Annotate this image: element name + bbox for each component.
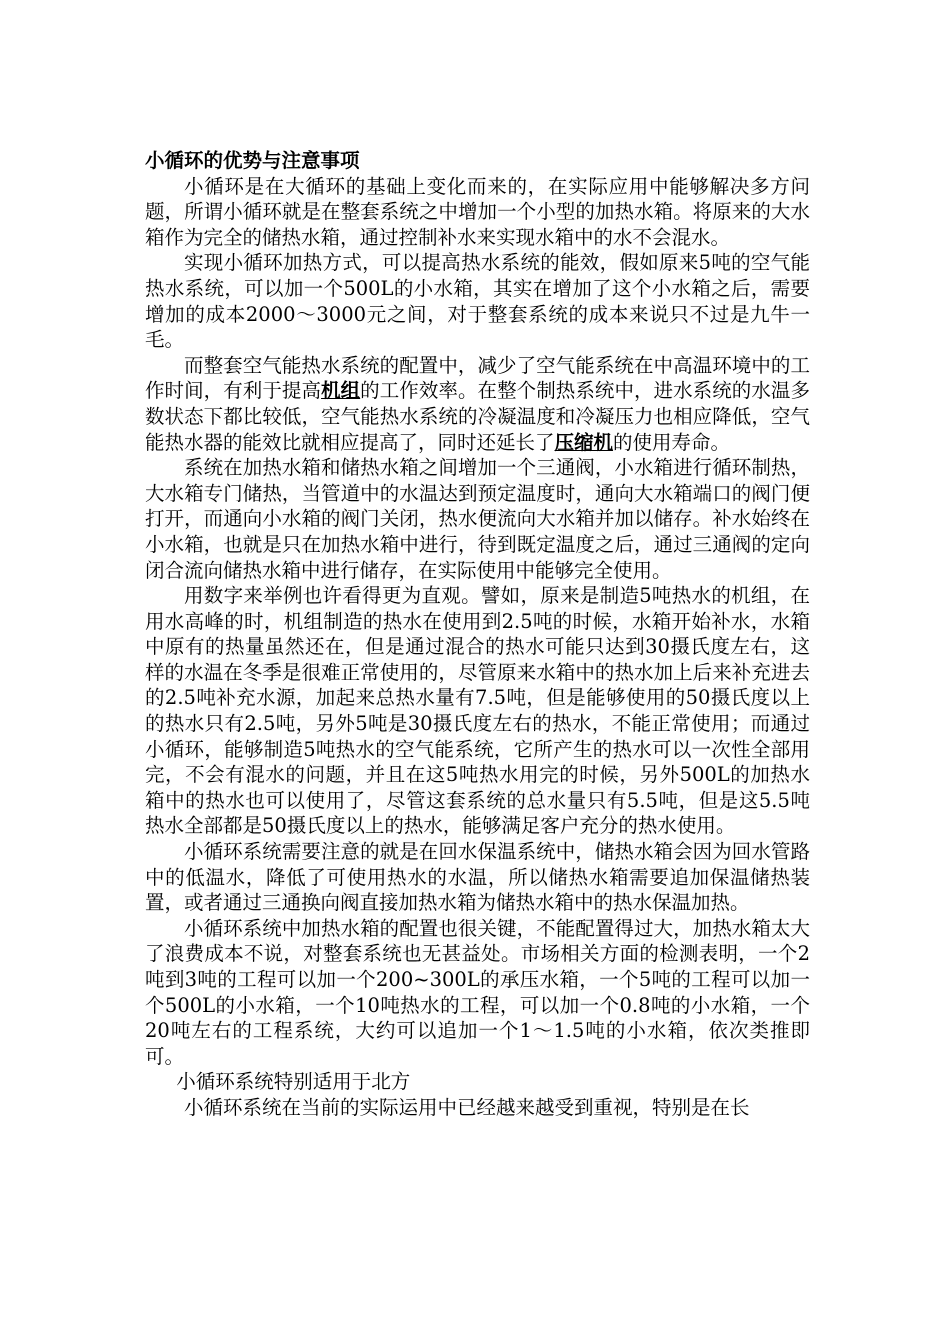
- link-jizu[interactable]: 机组: [321, 379, 361, 403]
- subheading: 小循环系统特别适用于北方: [176, 1070, 411, 1094]
- paragraph-8: 小循环系统在当前的实际运用中已经越来越受到重视，特别是在长: [184, 1095, 750, 1119]
- document-title: 小循环的优势与注意事项: [145, 149, 360, 172]
- document-body: [145, 148, 810, 1121]
- link-yasuoji[interactable]: 压缩机: [554, 430, 614, 454]
- paragraph-3-text-2: 的工作效率。在整个制热系统中，进水系统的水温多数状态下都比较低，空气能热水系统的冷凝温度和冷凝压力也相应降低，空气能热水器的能效比就相应提高了，同时还延长了: [145, 379, 810, 454]
- paragraph-1: 小循环是在大循环的基础上变化而来的，在实际应用中能够解决多方问题，所谓小循环就是在整套系统之中增加一个小型的加热水箱。将原来的大水箱作为完全的储热水箱，通过控制补水来实现水箱中的水不会混水。: [145, 174, 810, 249]
- paragraph-2: 实现小循环加热方式，可以提高热水系统的能效，假如原来5吨的空气能热水系统，可以加一个500L的小水箱，其实在增加了这个小水箱之后，需要增加的成本2000～3000元之间，对于整套系统的成本来说只不过是九牛一毛。: [145, 251, 810, 352]
- paragraph-3: [145, 353, 810, 455]
- paragraph-5: 用数字来举例也许看得更为直观。譬如，原来是制造5吨热水的机组，在用水高峰的时，机组制造的热水在使用到2.5吨的时候，水箱开始补水，水箱中原有的热量虽然还在，但是通过混合的热水可能只达到30摄氏度左右，这样的水温在冬季是很难正常使用的，尽管原来水箱中的热水加上后来补充进去的2.5吨补充水源，加起来总热水量有7.5吨，但是能够使用的50摄氏度以上的热水只有2.5吨，另外5吨是30摄氏度左右的热水，不能正常使用；而通过小循环，能够制造5吨热水的空气能系统，它所产生的热水可以一次性全部用完，不会有混水的问题，并且在这5吨热水用完的时候，另外500L的加热水箱中的热水也可以使用了，尽管这套系统的总水量只有5.5吨，但是这5.5吨热水全部都是50摄氏度以上的热水，能够满足客户充分的热水使用。: [145, 584, 810, 838]
- paragraph-3-text-3: 的使用寿命。: [613, 430, 731, 454]
- paragraph-6: 小循环系统需要注意的就是在回水保温系统中，储热水箱会因为回水管路中的低温水，降低了可使用热水的水温，所以储热水箱需要追加保温储热装置，或者通过三通换向阀直接加热水箱为储热水箱中的热水保温加热。: [145, 840, 810, 915]
- paragraph-3-text-1: 而整套空气能热水系统的配置中，减少了空气能系统在中高温环境中的工作时间，有利于提高: [145, 353, 810, 403]
- paragraph-4: 系统在加热水箱和储热水箱之间增加一个三通阀，小水箱进行循环制热，大水箱专门储热，当管道中的水温达到预定温度时，通向大水箱端口的阀门便打开，而通向小水箱的阀门关闭，热水便流向大水箱并加以储存。补水始终在小水箱，也就是只在加热水箱中进行，待到既定温度之后，通过三通阀的定向闭合流向储热水箱中进行储存，在实际使用中能够完全使用。: [145, 456, 810, 582]
- paragraph-7: 小循环系统中加热水箱的配置也很关键，不能配置得过大，加热水箱太大了浪费成本不说，对整套系统也无甚益处。市场相关方面的检测表明，一个2吨到3吨的工程可以加一个200~300L的承压水箱，一个5吨的工程可以加一个500L的小水箱，一个10吨热水的工程，可以加一个0.8吨的小水箱，一个20吨左右的工程系统，大约可以追加一个1～1.5吨的小水箱，依次类推即可。: [145, 916, 810, 1068]
